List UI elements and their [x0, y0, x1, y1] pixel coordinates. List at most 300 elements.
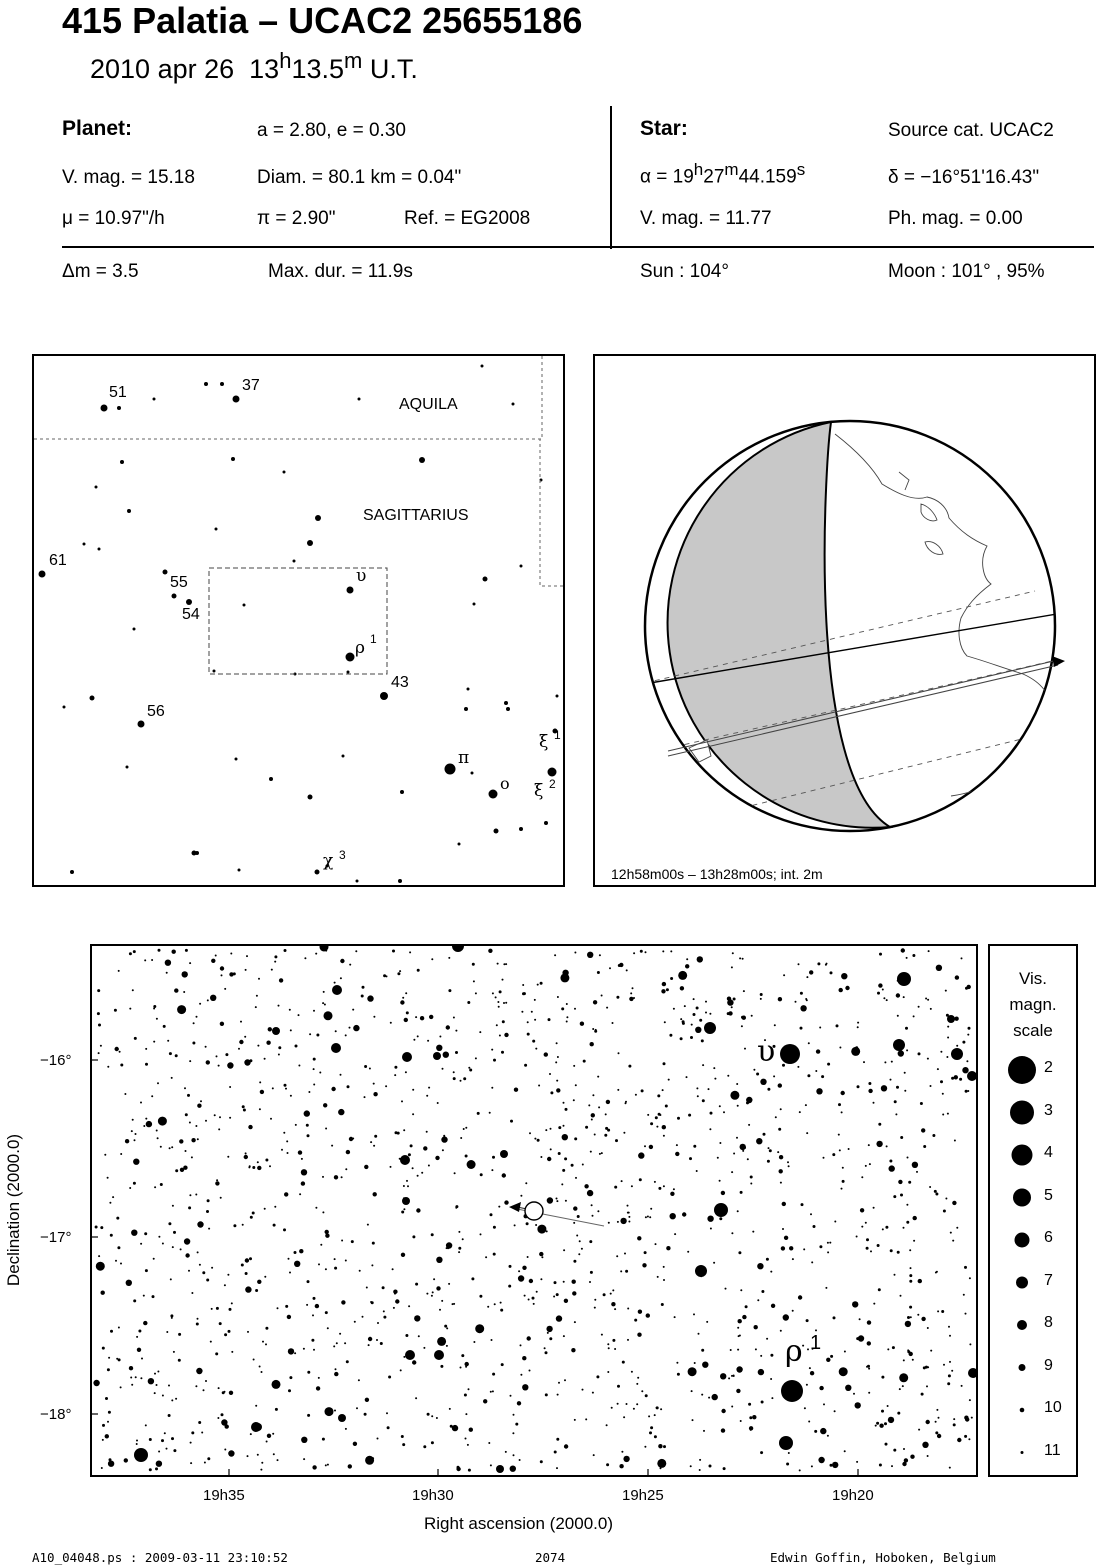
field-star — [940, 1080, 943, 1083]
field-star — [157, 1082, 159, 1084]
field-star — [946, 1056, 948, 1058]
field-star — [410, 1144, 413, 1147]
field-star — [261, 1371, 263, 1373]
field-star — [373, 1145, 375, 1147]
field-star — [632, 987, 634, 989]
field-star — [733, 998, 736, 1001]
field-star — [377, 1438, 379, 1440]
field-star — [178, 1359, 181, 1362]
field-star — [196, 1368, 202, 1374]
field-star — [465, 1366, 467, 1368]
field-star — [792, 1258, 794, 1260]
field-star — [224, 1284, 226, 1286]
field-star — [412, 1167, 414, 1169]
field-star — [606, 1100, 610, 1104]
field-star — [578, 1253, 580, 1255]
field-star — [635, 1094, 637, 1096]
field-star — [693, 1013, 696, 1016]
field-star — [500, 1309, 503, 1312]
field-star — [656, 1406, 659, 1409]
field-star — [886, 999, 888, 1001]
legend-dot — [1015, 1233, 1030, 1248]
field-star — [937, 1434, 941, 1438]
field-star — [544, 1347, 546, 1349]
field-star — [954, 1075, 958, 1079]
field-star — [804, 1407, 806, 1409]
field-star — [341, 1300, 345, 1304]
field-star — [307, 1414, 310, 1417]
named-star-upsilon: υ — [757, 1034, 776, 1069]
field-star — [838, 1103, 841, 1106]
field-star — [747, 1158, 749, 1160]
field-star — [917, 1314, 919, 1316]
field-star — [799, 1111, 801, 1113]
field-star — [228, 1330, 231, 1333]
field-star — [731, 1232, 733, 1234]
field-star — [664, 1021, 666, 1023]
field-star — [318, 1377, 320, 1379]
field-star — [693, 998, 695, 1000]
field-star — [168, 1222, 171, 1225]
planet-heading: Planet: — [62, 117, 133, 140]
field-star — [219, 1116, 221, 1118]
field-star — [770, 1271, 772, 1273]
field-star — [907, 1350, 910, 1353]
field-star — [965, 1090, 968, 1093]
field-star — [520, 1374, 522, 1376]
field-star — [480, 1233, 482, 1235]
field-star — [550, 1128, 552, 1130]
field-star — [179, 1139, 183, 1143]
field-star — [390, 1166, 392, 1168]
field-star — [618, 1052, 620, 1054]
finder-star — [215, 528, 218, 531]
field-star — [526, 1222, 529, 1225]
field-star — [502, 1020, 505, 1023]
field-star — [937, 1310, 939, 1312]
bright-field-star — [402, 1197, 410, 1205]
field-star — [134, 1037, 137, 1040]
field-star — [395, 1131, 398, 1134]
field-star — [129, 1187, 131, 1189]
field-star — [929, 1186, 931, 1188]
field-star — [731, 1006, 733, 1008]
x-tick-label: 19h20 — [832, 1487, 874, 1504]
field-star — [969, 1399, 971, 1401]
field-star — [118, 1327, 120, 1329]
field-star — [423, 1347, 425, 1349]
field-star — [257, 1280, 261, 1284]
field-star — [264, 1276, 266, 1278]
field-star — [450, 1425, 453, 1428]
field-star — [646, 1313, 650, 1317]
field-star — [594, 1299, 596, 1301]
legend-magnitude-label: 2 — [1044, 1059, 1053, 1076]
field-star — [894, 1274, 896, 1276]
field-star — [766, 1258, 769, 1261]
field-star — [132, 1119, 134, 1121]
field-star — [395, 1299, 399, 1303]
field-star — [503, 1002, 505, 1004]
field-star — [879, 1424, 883, 1428]
greek-label-xi1: ξ — [539, 732, 549, 752]
field-star — [696, 1087, 698, 1089]
field-star — [533, 1303, 535, 1305]
field-star — [437, 1102, 439, 1104]
field-star — [468, 1388, 470, 1390]
field-star — [633, 1408, 635, 1410]
field-star — [903, 1448, 905, 1450]
field-star — [965, 987, 968, 990]
event-minutes: 13.5 — [291, 54, 344, 84]
field-star — [521, 1011, 523, 1013]
field-star — [229, 1086, 231, 1088]
field-star — [312, 1465, 316, 1469]
field-star — [148, 1378, 154, 1384]
field-star — [611, 1407, 613, 1409]
field-star — [739, 1335, 741, 1337]
field-star — [441, 1300, 443, 1302]
field-star — [938, 1417, 940, 1419]
field-star — [935, 1421, 937, 1423]
field-star — [563, 1335, 565, 1337]
field-star — [661, 989, 665, 993]
field-star — [522, 1384, 528, 1390]
footer-author: Edwin Goffin, Hoboken, Belgium — [770, 1550, 996, 1565]
field-star — [890, 1079, 892, 1081]
field-star — [465, 1127, 467, 1129]
field-star — [446, 1247, 448, 1249]
finder-star — [520, 565, 523, 568]
named-star-rho: ρ — [785, 1334, 803, 1369]
field-star — [268, 1027, 272, 1031]
field-star — [145, 1424, 147, 1426]
field-star — [650, 1208, 652, 1210]
field-star — [229, 972, 233, 976]
field-star — [763, 1133, 766, 1136]
field-star — [754, 1325, 758, 1329]
field-star — [95, 1226, 98, 1229]
field-star — [819, 1091, 821, 1093]
field-star — [891, 1465, 893, 1467]
field-star — [890, 1249, 893, 1252]
field-star — [563, 1281, 565, 1283]
field-star — [808, 1421, 810, 1423]
field-star — [224, 1449, 226, 1451]
field-star — [925, 1366, 928, 1369]
legend-magnitude-label: 7 — [1044, 1271, 1053, 1289]
field-star — [907, 1316, 910, 1319]
field-star — [550, 1148, 552, 1150]
field-star — [365, 1456, 374, 1465]
field-star — [623, 1416, 625, 1418]
field-star — [189, 1194, 191, 1196]
field-star — [423, 1146, 427, 1150]
field-star — [295, 1124, 297, 1126]
field-star — [636, 1383, 638, 1385]
bright-field-star — [947, 1015, 955, 1023]
bright-field-star — [893, 1039, 905, 1051]
field-star — [867, 1341, 871, 1345]
field-star — [221, 974, 223, 976]
field-star — [555, 1061, 557, 1063]
field-star — [767, 1088, 770, 1091]
field-star — [670, 1213, 676, 1219]
field-star — [348, 1464, 352, 1468]
finder-star — [315, 515, 321, 521]
finder-stars — [39, 365, 559, 884]
field-star — [313, 1349, 315, 1351]
bright-field-star — [134, 1448, 148, 1462]
field-star — [691, 1024, 693, 1026]
field-star — [556, 1200, 558, 1202]
field-star — [779, 1169, 783, 1173]
field-star — [513, 1454, 515, 1456]
greek-label-omicron: o — [500, 774, 510, 793]
field-star — [402, 1443, 405, 1446]
field-star — [830, 1355, 833, 1358]
field-star — [93, 1380, 99, 1386]
field-star — [149, 1468, 152, 1471]
field-star — [761, 1401, 764, 1404]
field-star — [719, 1105, 721, 1107]
field-star — [371, 1264, 373, 1266]
field-star — [786, 1463, 789, 1466]
legend-dot — [1012, 1145, 1033, 1166]
field-star — [749, 1416, 752, 1419]
field-star — [752, 1415, 756, 1419]
field-star — [680, 986, 684, 990]
field-star — [587, 1190, 593, 1196]
field-star — [436, 1257, 442, 1263]
bright-field-star — [254, 1423, 262, 1431]
field-star — [367, 1224, 369, 1226]
field-star — [417, 1175, 419, 1177]
field-star — [132, 989, 134, 991]
field-star — [522, 1356, 526, 1360]
event-datetime — [90, 48, 418, 85]
legend-dot — [1019, 1364, 1026, 1371]
field-star — [942, 1114, 944, 1116]
field-star — [503, 963, 505, 965]
field-star — [878, 1123, 881, 1126]
field-star — [362, 986, 365, 989]
field-star — [556, 1438, 559, 1441]
field-star — [333, 1345, 335, 1347]
field-star — [362, 1316, 364, 1318]
field-star — [349, 1027, 351, 1029]
field-star — [736, 1083, 738, 1085]
field-star — [420, 1016, 424, 1020]
field-star — [105, 1434, 109, 1438]
field-star — [303, 1458, 305, 1460]
field-star — [259, 1081, 261, 1083]
field-star — [220, 1022, 224, 1026]
field-star — [771, 1397, 773, 1399]
finder-star — [356, 880, 359, 883]
field-star — [107, 1177, 109, 1179]
field-star — [875, 1425, 877, 1427]
field-star — [382, 1286, 385, 1289]
field-star — [346, 1150, 350, 1154]
legend-magnitude-label: 6 — [1044, 1229, 1053, 1246]
field-star — [662, 1125, 666, 1129]
field-star — [900, 1194, 903, 1197]
field-star — [164, 1432, 166, 1434]
field-star — [453, 1017, 455, 1019]
field-star — [589, 1281, 591, 1283]
finder-star — [473, 603, 476, 606]
field-star — [678, 971, 687, 980]
field-star — [654, 1435, 657, 1438]
field-star — [385, 1085, 387, 1087]
field-star — [889, 1160, 892, 1163]
field-star — [638, 1310, 642, 1314]
field-star — [918, 1052, 921, 1055]
field-star — [206, 1210, 209, 1213]
field-star — [727, 1012, 730, 1015]
field-star — [339, 1333, 341, 1335]
field-star — [294, 1251, 297, 1254]
finder-star — [504, 701, 508, 705]
bright-field-star — [695, 1265, 707, 1277]
finder-chart-svg — [34, 356, 563, 885]
field-star — [215, 1181, 219, 1185]
field-star — [472, 963, 475, 966]
field-star — [659, 1114, 661, 1116]
field-star — [927, 1058, 929, 1060]
field-star — [810, 1371, 814, 1375]
field-star — [218, 1065, 220, 1067]
field-star — [386, 1412, 388, 1414]
field-star — [323, 1103, 327, 1107]
field-star — [934, 1190, 937, 1193]
star-label: 55 — [170, 574, 188, 591]
field-star — [546, 1230, 548, 1232]
field-star — [564, 1444, 568, 1448]
field-star — [173, 1449, 176, 1452]
field-star — [913, 1240, 915, 1242]
field-star — [540, 1460, 543, 1463]
field-star — [532, 1040, 535, 1043]
field-star — [465, 1438, 467, 1440]
field-star — [693, 1313, 695, 1315]
field-star — [783, 1314, 789, 1320]
field-star — [523, 992, 526, 995]
field-star — [742, 1150, 744, 1152]
field-star — [446, 1025, 450, 1029]
field-star — [218, 1387, 220, 1389]
bright-field-star — [402, 1052, 412, 1062]
field-star — [593, 1454, 595, 1456]
field-star — [97, 1012, 100, 1015]
field-star — [775, 1116, 777, 1118]
field-star — [588, 1104, 590, 1106]
field-star — [655, 1243, 657, 1245]
field-star — [573, 1260, 576, 1263]
field-star — [407, 1185, 409, 1187]
field-star — [421, 1172, 423, 1174]
field-star — [370, 1301, 372, 1303]
field-star — [108, 1461, 114, 1467]
field-star — [197, 1318, 199, 1320]
field-star — [161, 1439, 164, 1442]
field-star — [789, 1246, 793, 1250]
star-label: 56 — [147, 703, 165, 720]
field-star — [512, 1432, 514, 1434]
field-star — [211, 1308, 213, 1310]
field-star — [708, 1088, 710, 1090]
finder-star — [220, 382, 224, 386]
field-star — [819, 1027, 821, 1029]
field-star — [657, 1094, 660, 1097]
field-star — [325, 1230, 329, 1234]
field-star — [115, 1260, 117, 1262]
field-star — [615, 1139, 618, 1142]
field-star — [670, 977, 673, 980]
field-star — [465, 1155, 468, 1158]
field-star — [877, 1244, 880, 1247]
field-star — [460, 1137, 462, 1139]
field-star — [888, 1417, 894, 1423]
field-star — [571, 1164, 574, 1167]
field-star — [467, 1160, 476, 1169]
field-star — [387, 1426, 390, 1429]
field-star — [599, 954, 601, 956]
field-star — [299, 1249, 303, 1253]
field-star — [520, 1344, 522, 1346]
field-star — [758, 1369, 764, 1375]
finder-star — [231, 457, 235, 461]
field-star — [244, 1155, 248, 1159]
field-star — [460, 1367, 462, 1369]
field-star — [903, 1359, 905, 1361]
field-star — [471, 1277, 474, 1280]
field-star — [138, 1330, 141, 1333]
field-star — [377, 1322, 379, 1324]
field-star — [129, 1366, 133, 1370]
field-star — [687, 1251, 689, 1253]
field-star — [660, 1408, 662, 1410]
field-star — [505, 1002, 507, 1004]
finder-star — [380, 692, 388, 700]
field-star — [584, 1184, 588, 1188]
field-star — [144, 1232, 147, 1235]
field-star — [760, 1079, 766, 1085]
field-star — [515, 1423, 518, 1426]
field-star — [546, 1326, 552, 1332]
field-star — [341, 1240, 343, 1242]
field-star — [412, 1235, 415, 1238]
field-star — [619, 1464, 623, 1468]
field-star — [898, 1180, 902, 1184]
field-star — [432, 1291, 434, 1293]
field-star — [352, 1009, 354, 1011]
field-star — [702, 1362, 708, 1368]
field-star — [882, 1228, 884, 1230]
field-star — [733, 1153, 735, 1155]
field-star — [534, 1019, 536, 1021]
field-star — [243, 1109, 246, 1112]
finder-star — [204, 382, 208, 386]
field-star — [670, 1192, 674, 1196]
field-star — [968, 1027, 971, 1030]
field-star — [737, 1105, 739, 1107]
field-star — [154, 1373, 156, 1375]
field-star — [920, 1102, 923, 1105]
field-star — [448, 957, 450, 959]
field-star — [710, 1228, 712, 1230]
